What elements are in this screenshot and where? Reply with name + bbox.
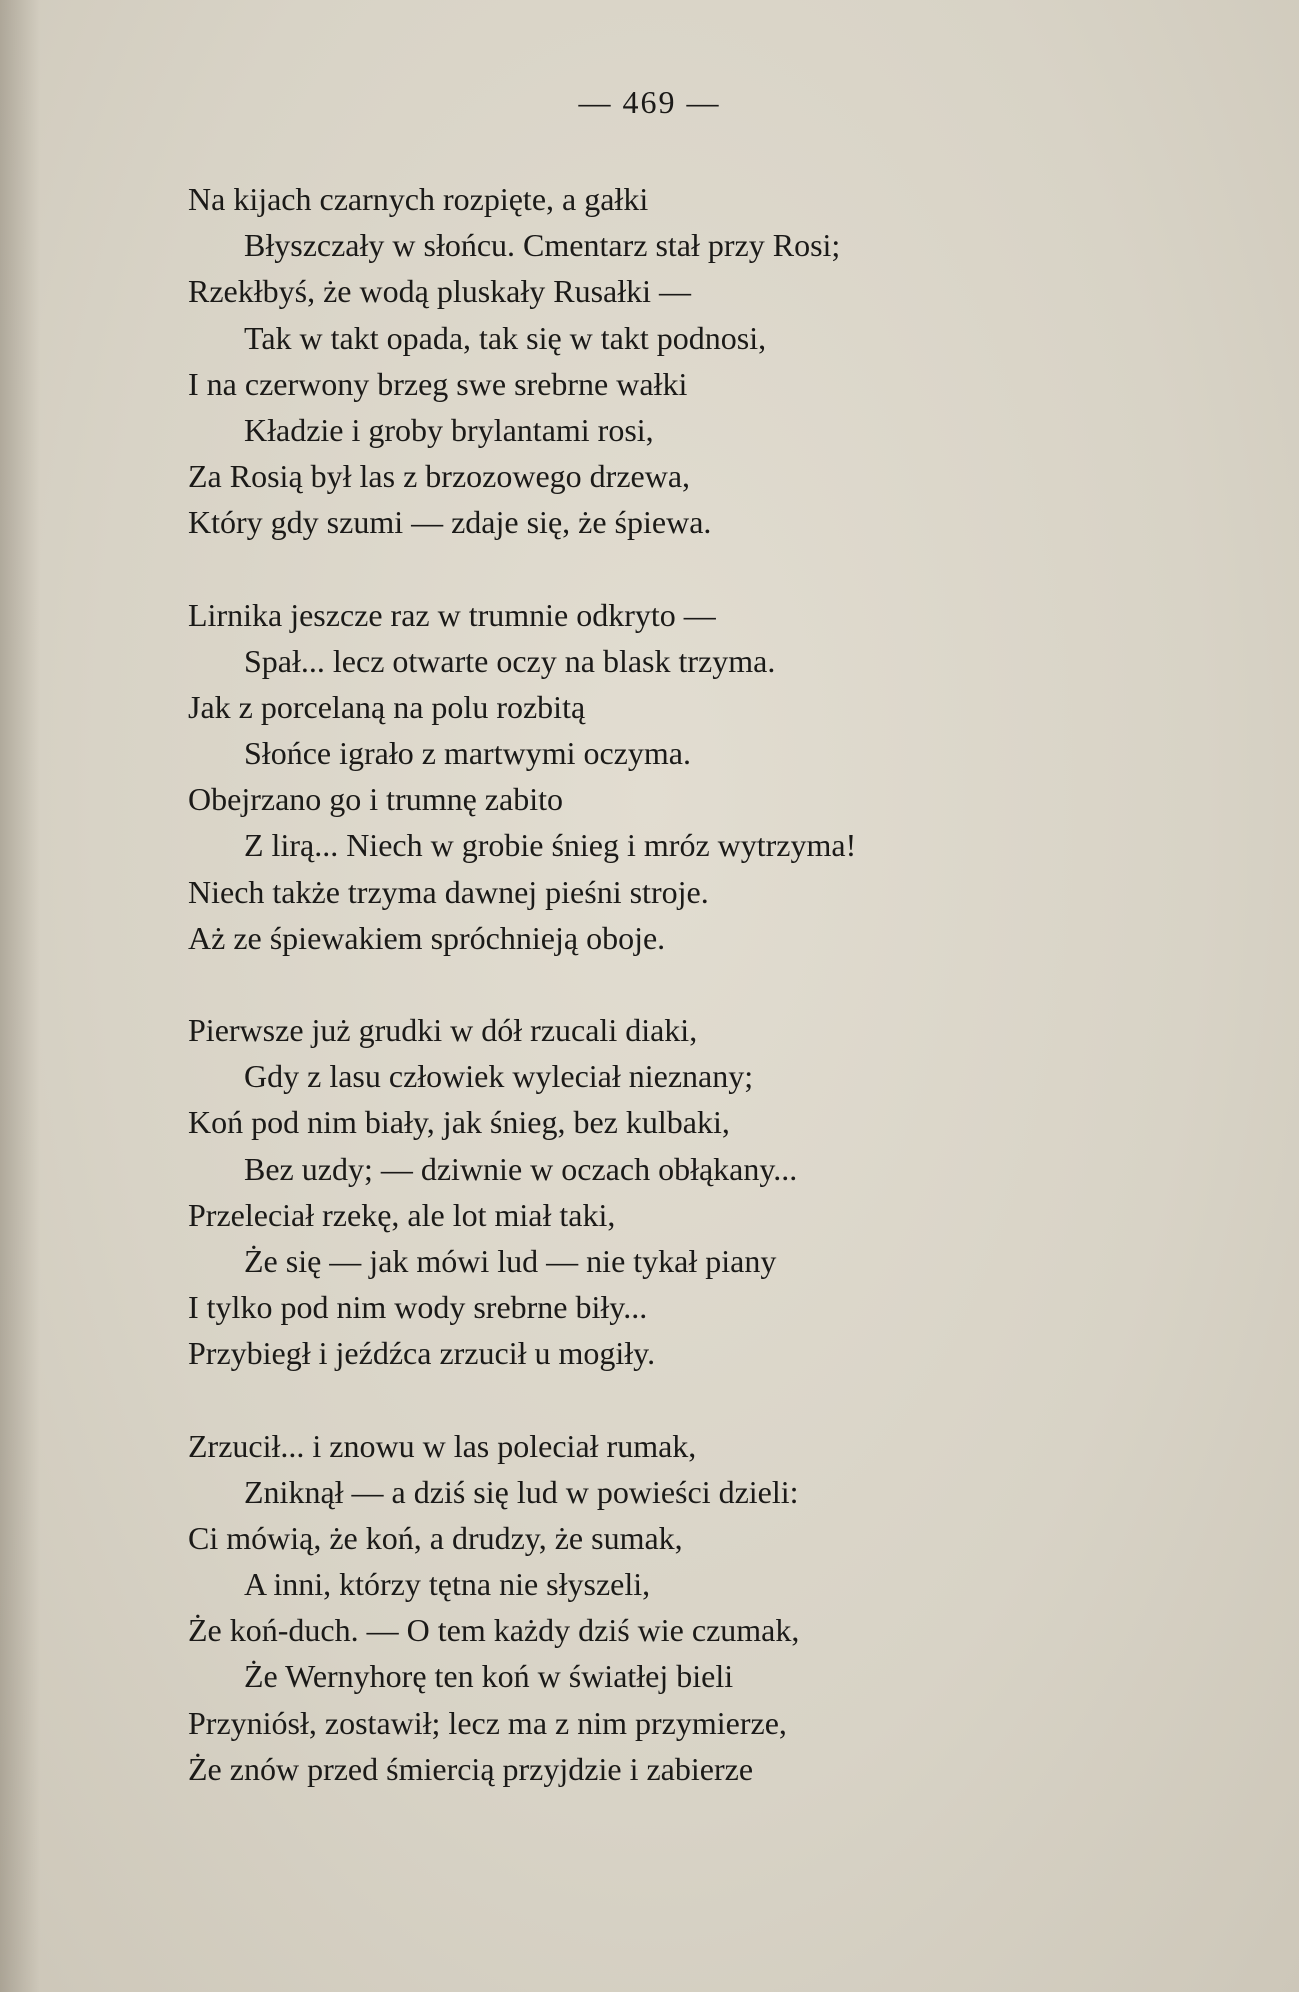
verse-line: Jak z porcelaną na polu rozbitą: [188, 688, 586, 725]
verse-line: Kładzie i groby brylantami rosi,: [244, 411, 654, 448]
verse-line: Tak w takt opada, tak się w takt podnosi,: [244, 319, 767, 356]
poem-text: [188, 176, 1248, 1838]
verse-line: Z lirą... Niech w grobie śnieg i mróz wytrzyma!: [244, 827, 857, 864]
spine-shadow: [0, 0, 40, 1992]
verse-line: Że Wernyhorę ten koń w światłej bieli: [244, 1658, 734, 1695]
verse-line: Na kijach czarnych rozpięte, a gałki: [188, 181, 649, 217]
verse-line: I tylko pod nim wody srebrne biły...: [188, 1289, 648, 1326]
verse-line: Obejrzano go i trumnę zabito: [188, 781, 563, 818]
verse-line: Który gdy szumi — zdaje się, że śpiewa.: [188, 504, 712, 541]
verse-line: Zrzucił... i znowu w las poleciał rumak,: [188, 1427, 697, 1464]
stanza-1: [188, 176, 1248, 546]
verse-line: Spał... lecz otwarte oczy na blask trzyma.: [244, 642, 776, 679]
verse-line: Że koń-duch. — O tem każdy dziś wie czumak,: [188, 1612, 800, 1649]
stanza-3: [188, 1007, 1248, 1377]
verse-line: Koń pod nim biały, jak śnieg, bez kulbaki,: [188, 1104, 730, 1141]
stanza-2: [188, 592, 1248, 962]
verse-line: Przeleciał rzekę, ale lot miał taki,: [188, 1196, 616, 1233]
verse-line: Aż ze śpiewakiem spróchnieją oboje.: [188, 919, 666, 956]
verse-line: Przyniósł, zostawił; lecz ma z nim przymierze,: [188, 1704, 787, 1741]
verse-line: I na czerwony brzeg swe srebrne wałki: [188, 365, 688, 402]
stanza-4: [188, 1423, 1248, 1793]
verse-line: Niech także trzyma dawnej pieśni stroje.: [188, 873, 709, 910]
verse-line: Za Rosią był las z brzozowego drzewa,: [188, 458, 691, 495]
verse-line: Że znów przed śmiercią przyjdzie i zabierze: [188, 1750, 754, 1787]
verse-line: Bez uzdy; — dziwnie w oczach obłąkany...: [244, 1150, 798, 1187]
verse-line: Błyszczały w słońcu. Cmentarz stał przy Rosi;: [244, 227, 841, 264]
verse-line: Lirnika jeszcze raz w trumnie odkryto —: [188, 596, 716, 633]
verse-line: Pierwsze już grudki w dół rzucali diaki,: [188, 1012, 698, 1048]
verse-line: Przybiegł i jeźdźca zrzucił u mogiły.: [188, 1335, 656, 1372]
verse-line: Gdy z lasu człowiek wyleciał nieznany;: [244, 1058, 754, 1095]
verse-line: Zniknął — a dziś się lud w powieści dzieli:: [244, 1473, 799, 1510]
verse-line: Rzekłbyś, że wodą pluskały Rusałki —: [188, 273, 692, 310]
verse-line: Że się — jak mówi lud — nie tykał piany: [244, 1242, 777, 1279]
verse-line: Słońce igrało z martwymi oczyma.: [244, 735, 691, 772]
page-number: — 469 —: [578, 84, 721, 120]
verse-line: A inni, którzy tętna nie słyszeli,: [244, 1566, 651, 1603]
verse-line: Ci mówią, że koń, a drudzy, że sumak,: [188, 1519, 683, 1556]
